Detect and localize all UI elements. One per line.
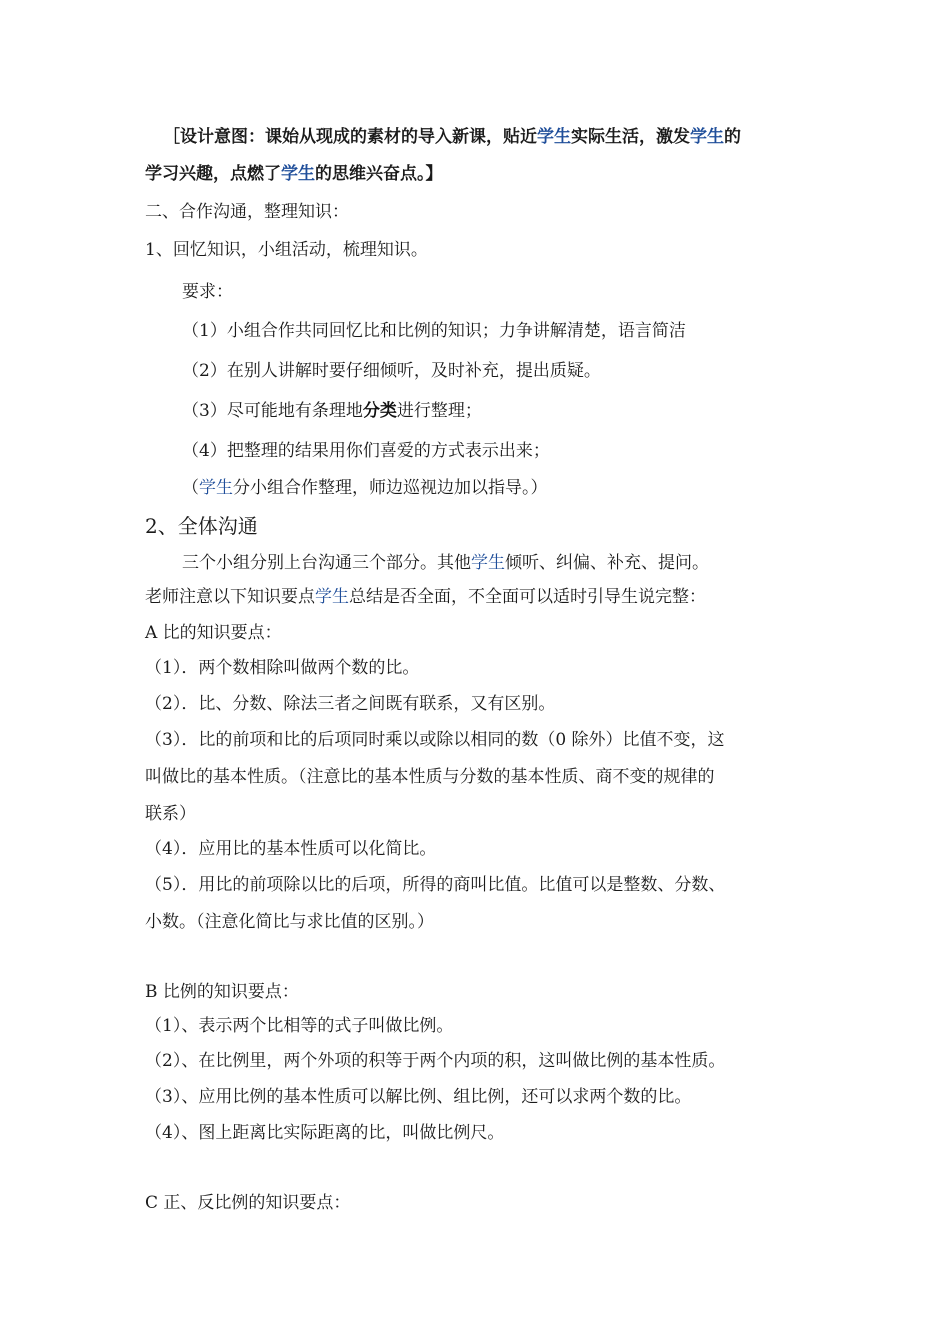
step-1-heading: 1、回忆知识，小组活动，梳理知识。: [145, 240, 428, 260]
part-a-item-5-line-2: 小数。（注意化简比与求比值的区别。）: [145, 912, 434, 932]
part-a-item-3-line-1: （3）．比的前项和比的后项同时乘以或除以相同的数（0 除外）比值不变，这: [145, 730, 725, 750]
part-a-item-5-line-1: （5）．用比的前项除以比的后项，所得的商叫比值。比值可以是整数、分数、: [145, 875, 726, 895]
part-a-item-2: （2）．比、分数、除法三者之间既有联系，又有区别。: [145, 694, 556, 714]
part-a-item-1: （1）．两个数相除叫做两个数的比。: [145, 658, 420, 678]
requirement-3: （3）尽可能地有条理地分类进行整理；: [182, 401, 482, 421]
part-a-item-3-line-2: 叫做比的基本性质。（注意比的基本性质与分数的基本性质、商不变的规律的: [145, 767, 715, 787]
requirement-1: （1）小组合作共同回忆比和比例的知识；力争讲解清楚，语言简洁: [182, 321, 686, 341]
requirements-label: 要求：: [182, 282, 233, 302]
part-a-item-4: （4）．应用比的基本性质可以化简比。: [145, 839, 437, 859]
section-heading: 二、合作沟通，整理知识：: [145, 202, 349, 222]
part-a-title: A 比的知识要点：: [145, 623, 282, 643]
design-intent-line-1: ［设计意图：课始从现成的素材的导入新课，贴近学生实际生活，激发学生的: [163, 127, 741, 147]
requirement-4: （4）把整理的结果用你们喜爱的方式表示出来；: [182, 441, 550, 461]
part-b-item-4: （4）、图上距离比实际距离的比，叫做比例尺。: [145, 1123, 505, 1143]
step-2-heading: 2、全体沟通: [145, 514, 258, 538]
part-b-item-3: （3）、应用比例的基本性质可以解比例、组比例，还可以求两个数的比。: [145, 1087, 692, 1107]
part-c-title: C 正、反比例的知识要点：: [145, 1193, 351, 1213]
part-a-item-3-line-3: 联系）: [145, 804, 196, 824]
requirement-2: （2）在别人讲解时要仔细倾听，及时补充，提出质疑。: [182, 361, 601, 381]
part-b-item-2: （2）、在比例里，两个外项的积等于两个内项的积，这叫做比例的基本性质。: [145, 1051, 726, 1071]
part-b-title: B 比例的知识要点：: [145, 982, 299, 1002]
step-2-paragraph-1: 三个小组分别上台沟通三个部分。其他学生倾听、纠偏、补充、提问。: [182, 553, 709, 573]
activity-note: （学生分小组合作整理，师边巡视边加以指导。）: [182, 478, 548, 498]
design-intent-line-2: 学习兴趣，点燃了学生的思维兴奋点。】: [145, 164, 443, 184]
step-2-paragraph-2: 老师注意以下知识要点学生总结是否全面，不全面可以适时引导生说完整：: [145, 587, 706, 607]
part-b-item-1: （1）、表示两个比相等的式子叫做比例。: [145, 1016, 454, 1036]
